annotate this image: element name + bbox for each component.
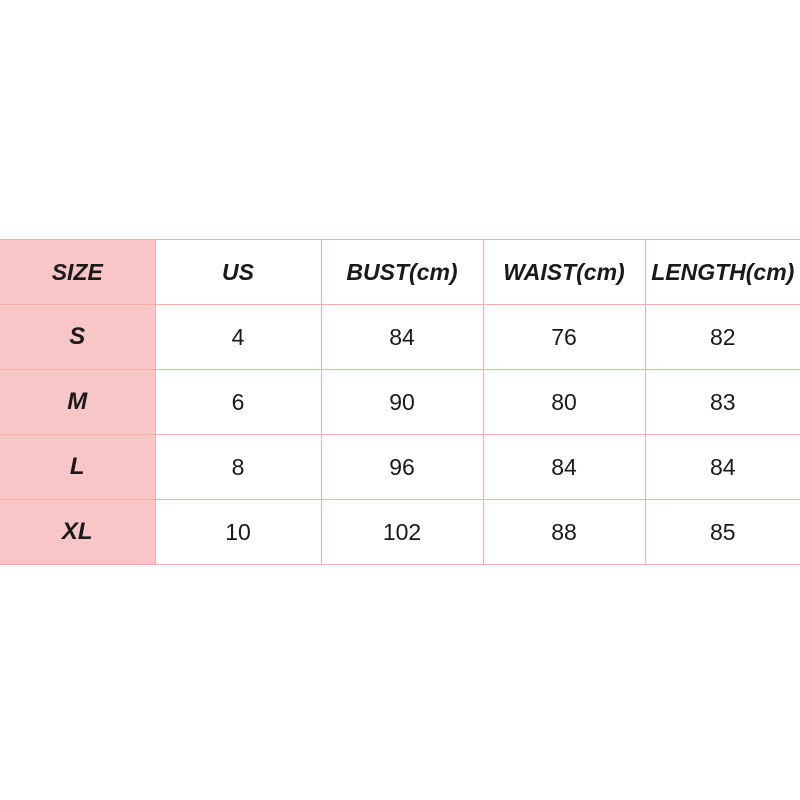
- cell-waist-m: 80: [483, 370, 645, 435]
- cell-size-m: M: [0, 370, 155, 435]
- table-row: [0, 370, 800, 435]
- column-header-bust: BUST(cm): [321, 240, 483, 305]
- column-header-size: SIZE: [0, 240, 155, 305]
- cell-waist-s: 76: [483, 305, 645, 370]
- cell-size-s: S: [0, 305, 155, 370]
- column-header-us: US: [155, 240, 321, 305]
- cell-us-xl: 10: [155, 500, 321, 565]
- table-row: [0, 435, 800, 500]
- cell-size-xl: XL: [0, 500, 155, 565]
- cell-bust-s: 84: [321, 305, 483, 370]
- cell-bust-m: 90: [321, 370, 483, 435]
- column-header-waist: WAIST(cm): [483, 240, 645, 305]
- table-row: [0, 500, 800, 565]
- cell-size-l: L: [0, 435, 155, 500]
- cell-length-xl: 85: [645, 500, 800, 565]
- cell-us-l: 8: [155, 435, 321, 500]
- column-header-length: LENGTH(cm): [645, 240, 800, 305]
- cell-length-l: 84: [645, 435, 800, 500]
- table-row: [0, 305, 800, 370]
- cell-length-s: 82: [645, 305, 800, 370]
- cell-bust-l: 96: [321, 435, 483, 500]
- cell-us-m: 6: [155, 370, 321, 435]
- cell-length-m: 83: [645, 370, 800, 435]
- cell-us-s: 4: [155, 305, 321, 370]
- size-chart-table: [0, 239, 800, 565]
- cell-waist-xl: 88: [483, 500, 645, 565]
- cell-waist-l: 84: [483, 435, 645, 500]
- cell-bust-xl: 102: [321, 500, 483, 565]
- table-header-row: [0, 240, 800, 305]
